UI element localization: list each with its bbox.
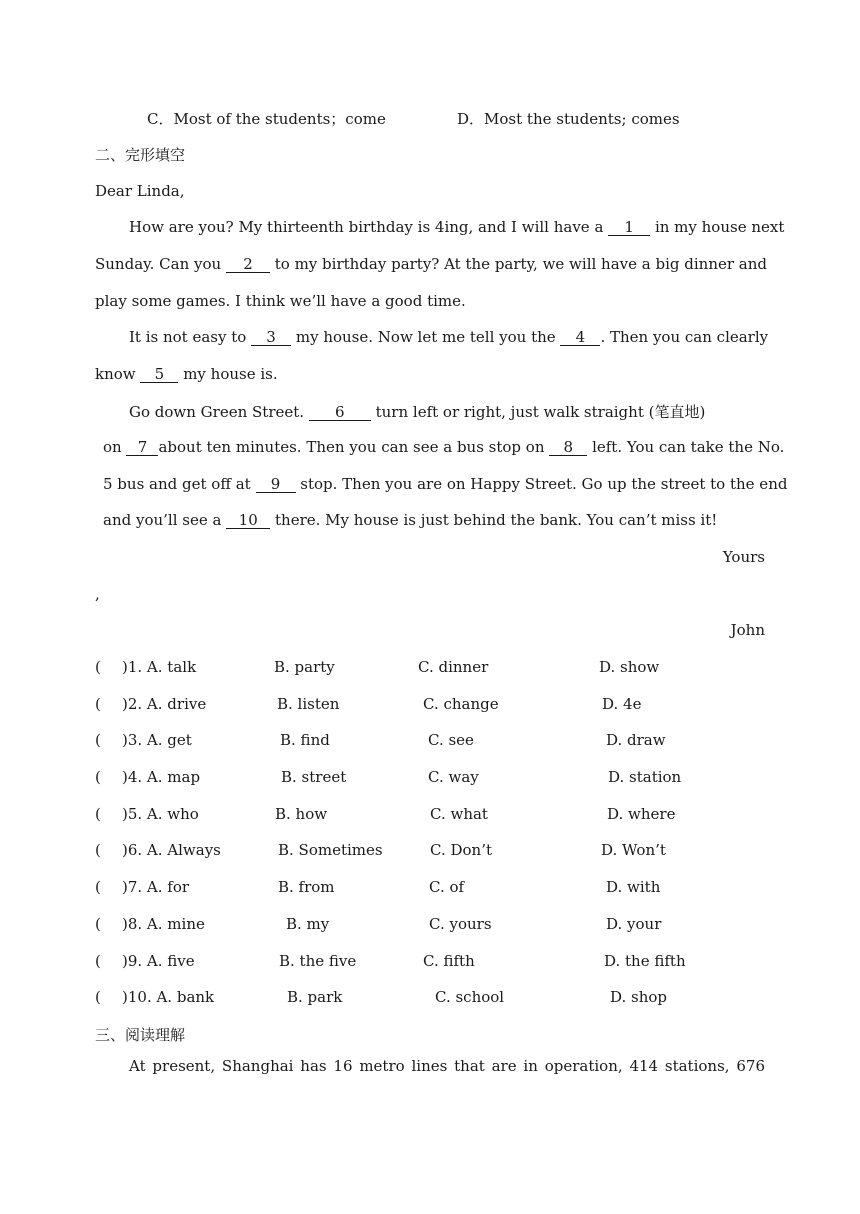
letter-signature: John	[730, 621, 765, 639]
section-heading-cloze: 二、完形填空	[95, 146, 186, 164]
blank[interactable]: 6	[309, 404, 371, 421]
blank[interactable]: 7	[126, 439, 158, 456]
option-c: C．Most of the students；come	[147, 110, 386, 128]
question-list: ( )1. A. talk B. party C. dinner D. show ( )2. A. drive B. listen C. change D. 4e ( )3. A. get B. find C. see D. draw ( )4. A. map B. street C. way D. station ( )5. A. who B. how C. what D. where ( )6. A. Always B. Sometimes C. Don’t D. Won’t ( )7. A. for B. from C. of D. with ( )8. A. mine B. my C. yours D. your ( )9. A. five B. the five C. fifth D. the fifth ( )10. A. bank B. park C. school D. shop	[95, 658, 686, 1006]
letter-comma: ,	[95, 585, 100, 603]
blank[interactable]: 10	[226, 512, 270, 529]
reading-line: At present, Shanghai has 16 metro lines that are in operation, 414 stations, 676	[129, 1057, 765, 1075]
paragraph-line: play some games. I think we’ll have a good time.	[95, 292, 466, 310]
blank[interactable]: 8	[549, 439, 587, 456]
letter-greeting: Dear Linda,	[95, 182, 185, 200]
paragraph-line: know 5 my house is.	[95, 365, 278, 383]
paragraph-line: on 7 about ten minutes. Then you can see a bus stop on 8 left. You can take the No.	[103, 438, 785, 456]
blank[interactable]: 9	[256, 476, 296, 493]
option-d: D．Most the students; comes	[457, 110, 680, 128]
paragraph-line: Go down Green Street. 6 turn left or right, just walk straight (笔直地)	[129, 403, 706, 421]
blank[interactable]: 3	[251, 329, 291, 346]
paragraph-line: How are you? My thirteenth birthday is 4ing, and I will have a 1 in my house next	[129, 218, 785, 236]
letter-closing: Yours	[722, 548, 765, 566]
blank[interactable]: 2	[226, 256, 270, 273]
blank[interactable]: 5	[140, 366, 178, 383]
blank[interactable]: 1	[608, 219, 650, 236]
blank[interactable]: 4	[560, 329, 600, 346]
section-heading-reading: 三、阅读理解	[95, 1026, 186, 1044]
paragraph-line: It is not easy to 3 my house. Now let me tell you the 4 . Then you can clearly	[129, 328, 769, 346]
paragraph-line: Sunday. Can you 2 to my birthday party? At the party, we will have a big dinner and	[95, 255, 768, 273]
paragraph-line: 5 bus and get off at 9 stop. Then you are on Happy Street. Go up the street to the end	[103, 475, 788, 493]
paragraph-line: and you’ll see a 10 there. My house is just behind the bank. You can’t miss it!	[103, 511, 718, 529]
